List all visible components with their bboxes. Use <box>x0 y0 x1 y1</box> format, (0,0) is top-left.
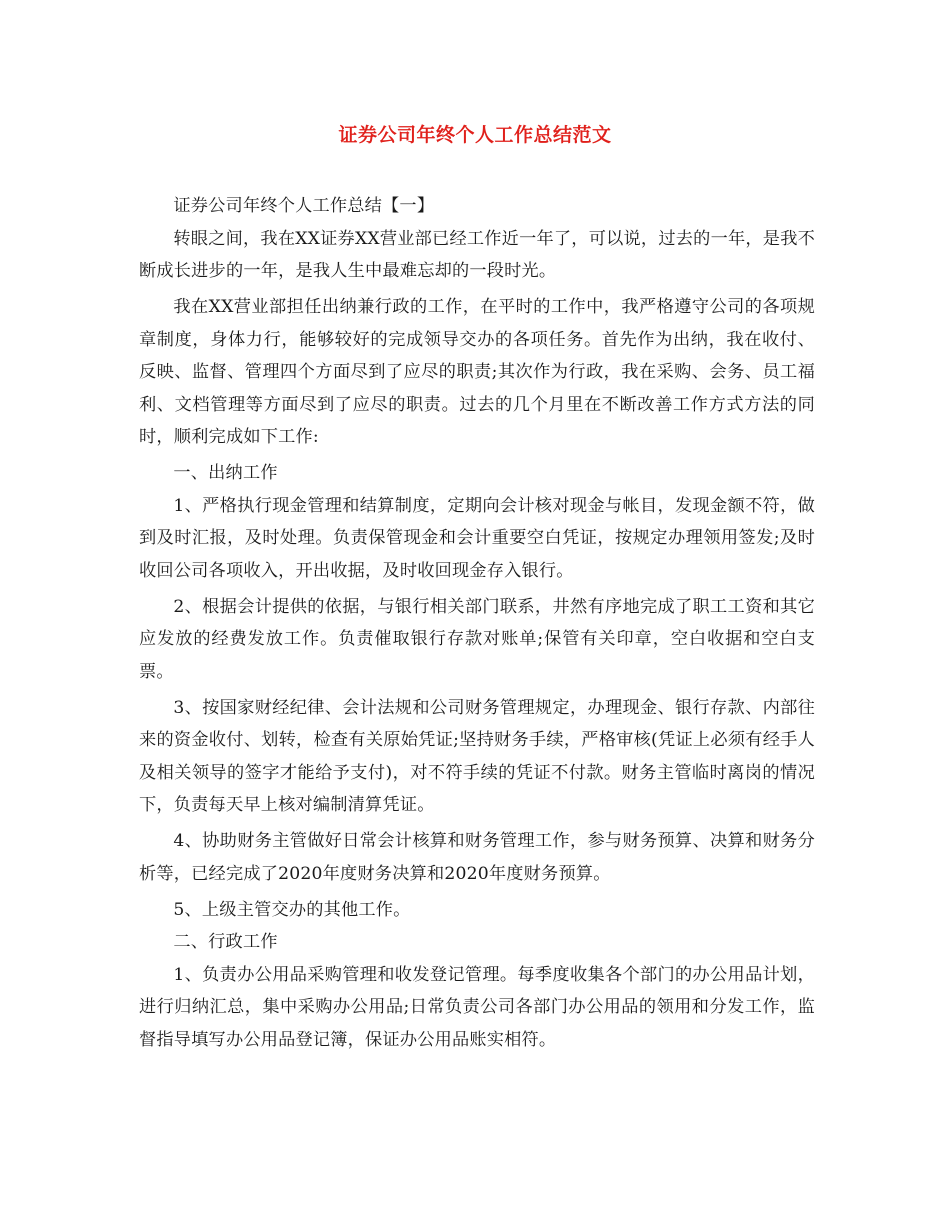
section-heading-1: 证券公司年终个人工作总结【一】 <box>173 196 435 216</box>
document-title: 证券公司年终个人工作总结范文 <box>338 124 612 146</box>
subheading-admin: 二、行政工作 <box>173 932 278 952</box>
paragraph-cashier-3: 3、按国家财经纪律、会计法规和公司财务管理规定，办理现金、银行存款、内部往来的资金收付、划转，检查有关原始凭证;坚持财务手续，严格审核(凭证上必须有经手人及相关领导的签字才能给予支付)，对不符手续的凭证不付款。财务主管临时离岗的情况下，负责每天早上核对编制清算凭证。 <box>139 697 815 815</box>
paragraph-cashier-4: 4、协助财务主管做好日常会计核算和财务管理工作，参与财务预算、决算和财务分析等，已经完成了2020年度财务决算和2020年度财务预算。 <box>139 831 815 884</box>
paragraph-cashier-1: 1、严格执行现金管理和结算制度，定期向会计核对现金与帐目，发现金额不符，做到及时汇报，及时处理。负责保管现金和会计重要空白凭证，按规定办理领用签发;及时收回公司各项收入，开出收据，及时收回现金存入银行。 <box>139 495 815 581</box>
paragraph-cashier-5: 5、上级主管交办的其他工作。 <box>173 899 411 920</box>
paragraph-cashier-2: 2、根据会计提供的依据，与银行相关部门联系，井然有序地完成了职工工资和其它应发放的经费发放工作。负责催取银行存款对账单;保管有关印章，空白收据和空白支票。 <box>139 596 815 682</box>
paragraph-intro: 转眼之间，我在XX证券XX营业部已经工作近一年了，可以说，过去的一年，是我不断成长进步的一年，是我人生中最难忘却的一段时光。 <box>139 228 815 281</box>
document-body <box>139 190 815 1060</box>
subheading-cashier: 一、出纳工作 <box>173 463 278 483</box>
paragraph-admin-1: 1、负责办公用品采购管理和收发登记管理。每季度收集各个部门的办公用品计划，进行归纳汇总，集中采购办公用品;日常负责公司各部门办公用品的领用和分发工作，监督指导填写办公用品登记簿，保证办公用品账实相符。 <box>139 964 815 1050</box>
paragraph-overview: 我在XX营业部担任出纳兼行政的工作，在平时的工作中，我严格遵守公司的各项规章制度，身体力行，能够较好的完成领导交办的各项任务。首先作为出纳，我在收付、反映、监督、管理四个方面尽到了应尽的职责;其次作为行政，我在采购、会务、员工福利、文档管理等方面尽到了应尽的职责。过去的几个月里在不断改善工作方式方法的同时，顺利完成如下工作: <box>139 297 815 447</box>
